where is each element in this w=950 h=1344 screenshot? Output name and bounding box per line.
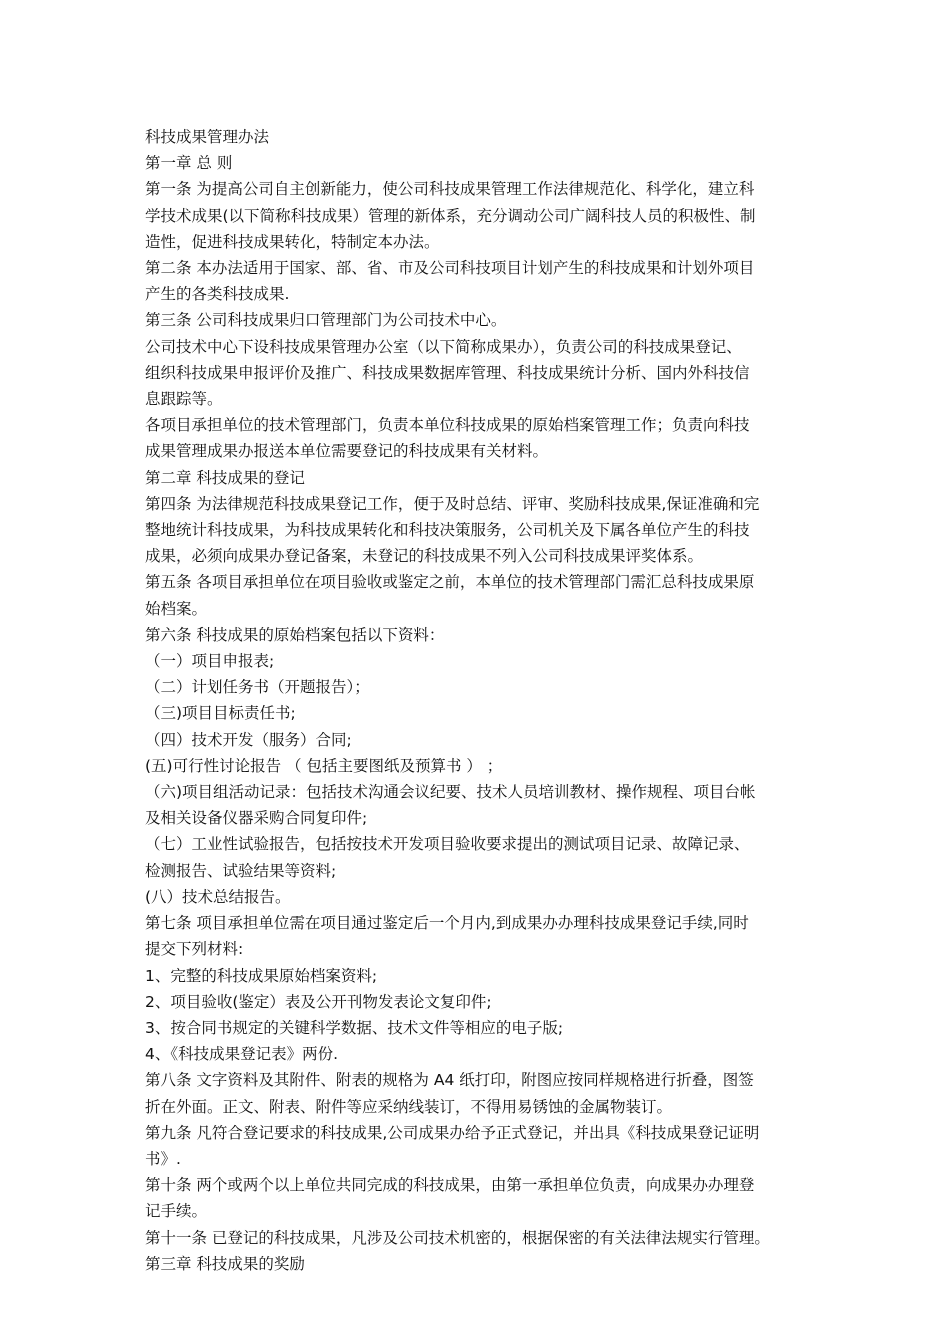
- text-line: 第十一条 已登记的科技成果，凡涉及公司技术机密的，根据保密的有关法律法规实行管理。: [145, 1228, 770, 1247]
- text-line: 第二章 科技成果的登记: [145, 468, 305, 487]
- text-line: 始档案。: [145, 599, 208, 618]
- text-line: 各项目承担单位的技术管理部门，负责本单位科技成果的原始档案管理工作；负责向科技: [145, 416, 750, 435]
- text-line: 第七条 项目承担单位需在项目通过鉴定后一个月内,到成果办办理科技成果登记手续,同时: [145, 914, 749, 933]
- text-line: 书》.: [145, 1149, 181, 1168]
- text-line: 组织科技成果申报评价及推广、科技成果数据库管理、科技成果统计分析、国内外科技信: [145, 363, 750, 382]
- text-line: 科技成果管理办法: [145, 128, 270, 146]
- text-line: 记手续。: [145, 1202, 208, 1221]
- text-line: 第三章 科技成果的奖励: [145, 1254, 305, 1273]
- text-line: （六)项目组活动记录：包括技术沟通会议纪要、技术人员培训教材、操作规程、项目台帐: [145, 783, 756, 802]
- text-line: 第三条 公司科技成果归口管理部门为公司技术中心。: [145, 311, 507, 330]
- text-line: （三)项目目标责任书;: [145, 704, 296, 723]
- text-line: 折在外面。正文、附表、附件等应采纳线装订，不得用易锈蚀的金属物装订。: [145, 1097, 673, 1116]
- text-line: 及相关设备仪器采购合同复印件;: [145, 809, 368, 828]
- text-line: (八）技术总结报告。: [145, 887, 291, 906]
- text-line: 学技术成果(以下简称科技成果）管理的新体系，充分调动公司广阔科技人员的积极性、制: [145, 206, 756, 225]
- text-line: 第六条 科技成果的原始档案包括以下资料：: [145, 625, 445, 644]
- text-line: 第五条 各项目承担单位在项目验收或鉴定之前，本单位的技术管理部门需汇总科技成果原: [145, 573, 755, 592]
- text-line: 第一条 为提高公司自主创新能力，使公司科技成果管理工作法律规范化、科学化，建立科: [145, 180, 755, 199]
- text-line: 整地统计科技成果，为科技成果转化和科技决策服务，公司机关及下属各单位产生的科技: [145, 521, 750, 540]
- text-line: 检测报告、试验结果等资料;: [145, 861, 337, 880]
- text-line: 息跟踪等。: [145, 390, 223, 409]
- text-line: （一）项目申报表;: [145, 652, 275, 671]
- document-body: [145, 124, 815, 1277]
- text-line: 成果管理成果办报送本单位需要登记的科技成果有关材料。: [145, 442, 549, 461]
- text-line: 第八条 文字资料及其附件、附表的规格为 A4 纸打印，附图应按同样规格进行折叠，图签: [145, 1071, 754, 1090]
- text-line: 3、按合同书规定的关键科学数据、技术文件等相应的电子版;: [145, 1018, 564, 1037]
- text-line: 提交下列材料:: [145, 940, 244, 959]
- text-line: 1、完整的科技成果原始档案资料;: [145, 966, 378, 985]
- text-line: 第十条 两个或两个以上单位共同完成的科技成果，由第一承担单位负责，向成果办办理登: [145, 1176, 755, 1195]
- text-line: 第一章 总 则: [145, 154, 233, 173]
- text-line: （七）工业性试验报告，包括按技术开发项目验收要求提出的测试项目记录、故障记录、: [145, 835, 750, 854]
- text-line: (五)可行性讨论报告 （ 包括主要图纸及预算书 ） ；: [145, 756, 503, 775]
- text-line: 第四条 为法律规范科技成果登记工作，便于及时总结、评审、奖励科技成果,保证准确和完: [145, 494, 760, 513]
- text-line: 第二条 本办法适用于国家、部、省、市及公司科技项目计划产生的科技成果和计划外项目: [145, 259, 755, 278]
- text-line: 4、《科技成果登记表》两份.: [145, 1045, 339, 1064]
- text-line: 2、项目验收(鉴定）表及公开刊物发表论文复印件;: [145, 992, 492, 1011]
- text-line: 第九条 凡符合登记要求的科技成果,公司成果办给予正式登记，并出具《科技成果登记证明: [145, 1123, 760, 1142]
- text-line: （二）计划任务书（开题报告）；: [145, 678, 370, 697]
- text-line: 产生的各类科技成果.: [145, 285, 290, 304]
- text-line: 造性，促进科技成果转化，特制定本办法。: [145, 232, 440, 251]
- text-line: （四）技术开发（服务）合同;: [145, 730, 352, 749]
- text-line: 公司技术中心下设科技成果管理办公室（以下简称成果办），负责公司的科技成果登记、: [145, 337, 742, 356]
- text-line: 成果，必须向成果办登记备案，未登记的科技成果不列入公司科技成果评奖体系。: [145, 547, 704, 566]
